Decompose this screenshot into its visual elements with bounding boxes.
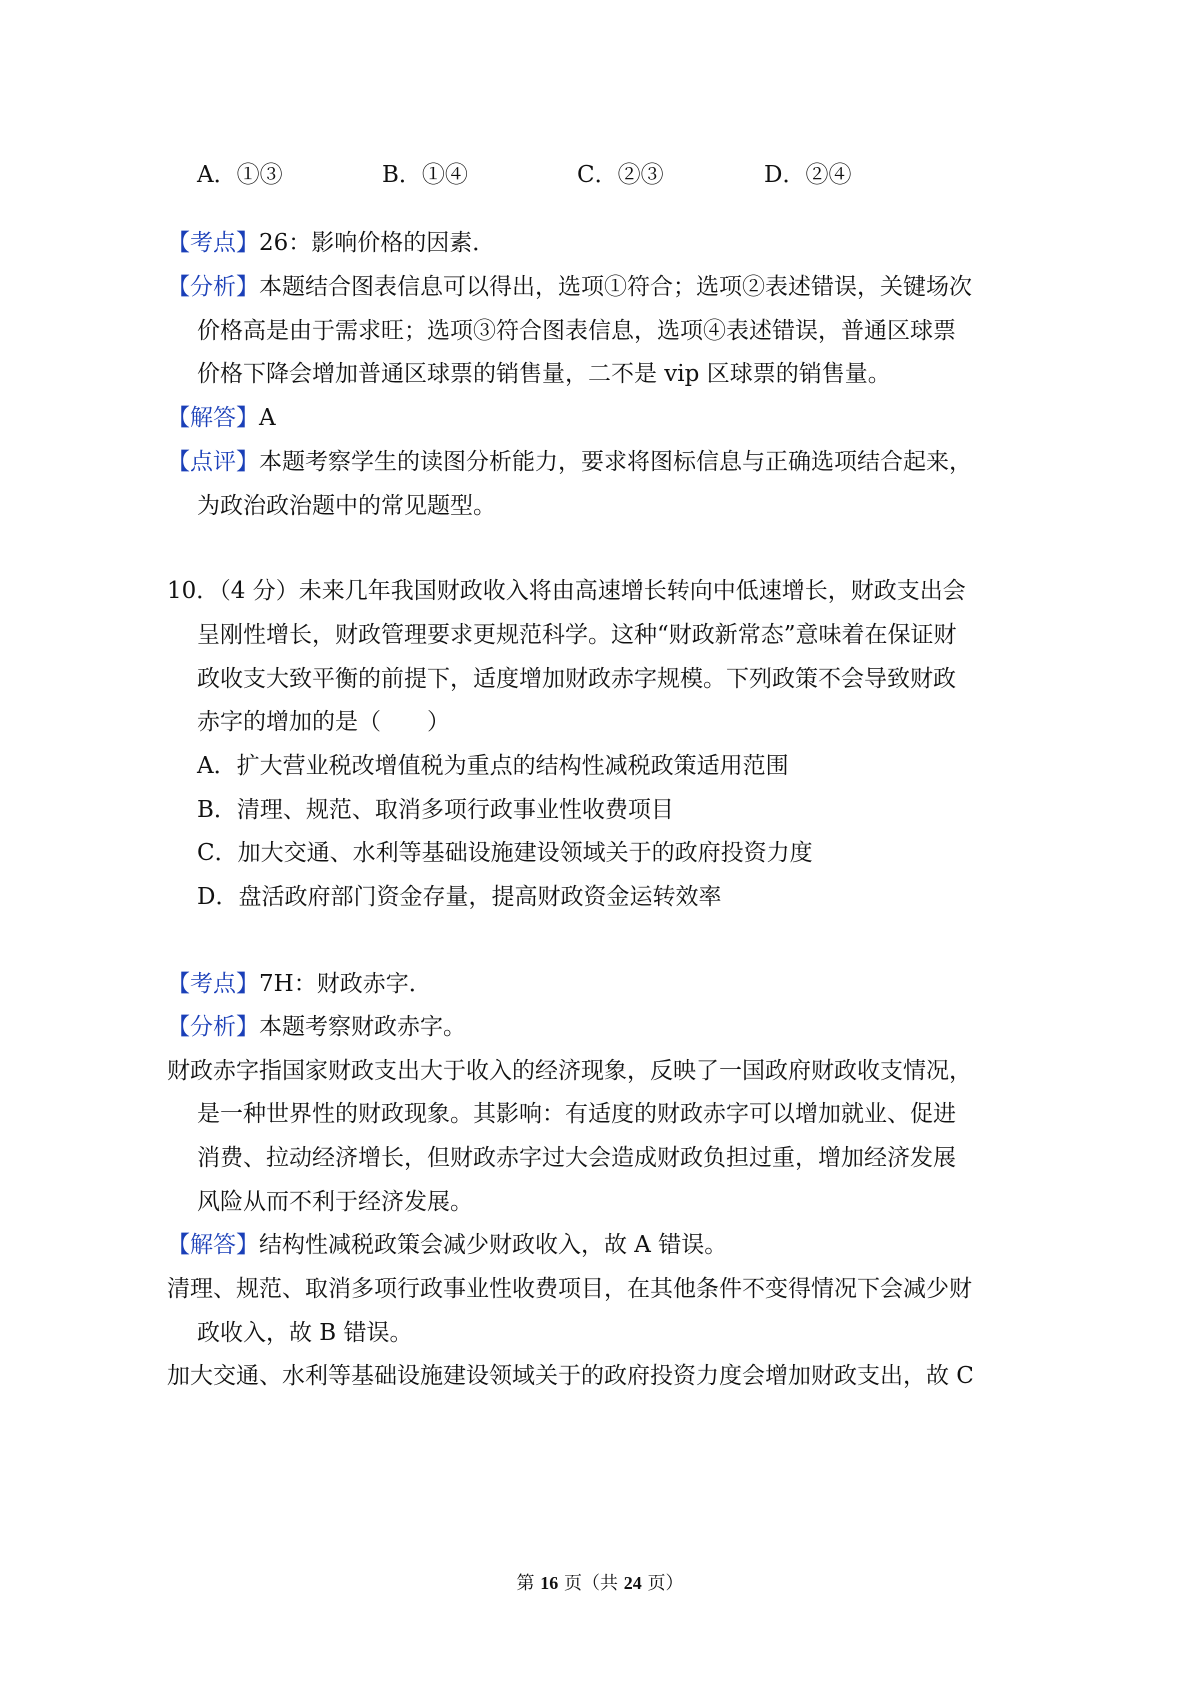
q10-fenxi: 【分析】本题考察财政赤字。 — [167, 1014, 466, 1040]
q10-jieda: 【解答】结构性减税政策会减少财政收入，故 A 错误。 — [167, 1232, 728, 1258]
q10-para-line-1: 财政赤字指国家财政支出大于收入的经济现象，反映了一国政府财政收支情况， — [167, 1058, 972, 1084]
q9-fenxi-line-3: 价格下降会增加普通区球票的销售量，二不是 vip 区球票的销售量。 — [197, 361, 891, 387]
kaodian-tag: 【考点】 — [167, 971, 259, 997]
q10-para-line-3: 消费、拉动经济增长，但财政赤字过大会造成财政负担过重，增加经济发展 — [197, 1145, 956, 1171]
page-footer: 第 16 页（共 24 页） — [516, 1573, 684, 1594]
q10-option-c: C．加大交通、水利等基础设施建设领域关于的政府投资力度 — [197, 840, 813, 866]
q9-jieda: 【解答】A — [167, 405, 276, 431]
q10-para-line-4: 风险从而不利于经济发展。 — [197, 1189, 473, 1215]
jieda-tag: 【解答】 — [167, 1232, 259, 1258]
dianping-tag: 【点评】 — [167, 449, 259, 475]
q9-fenxi-line-2: 价格高是由于需求旺；选项③符合图表信息，选项④表述错误，普通区球票 — [197, 318, 956, 344]
q10-option-b: B．清理、规范、取消多项行政事业性收费项目 — [197, 797, 674, 823]
kaodian-tag: 【考点】 — [167, 230, 259, 256]
q9-dianping-line-2: 为政治政治题中的常见题型。 — [197, 493, 496, 519]
prev-option-a: A．①③ — [197, 162, 283, 188]
fenxi-tag: 【分析】 — [167, 1014, 259, 1040]
q10-stem-line-3: 政收支大致平衡的前提下，适度增加财政赤字规模。下列政策不会导致财政 — [197, 666, 956, 692]
q10-ans-c-line-1: 加大交通、水利等基础设施建设领域关于的政府投资力度会增加财政支出，故 C — [167, 1363, 974, 1389]
q10-stem-line-4: 赤字的增加的是（ ） — [197, 709, 450, 735]
q10-para-line-2: 是一种世界性的财政现象。其影响：有适度的财政赤字可以增加就业、促进 — [197, 1101, 956, 1127]
page-number: 16 — [540, 1573, 559, 1593]
q9-kaodian: 【考点】26：影响价格的因素． — [167, 230, 496, 256]
q10-ans-b-line-2: 政收入，故 B 错误。 — [197, 1320, 413, 1346]
prev-option-b: B．①④ — [382, 162, 468, 188]
q10-option-a: A．扩大营业税改增值税为重点的结构性减税政策适用范围 — [197, 753, 789, 779]
q10-ans-b-line-1: 清理、规范、取消多项行政事业性收费项目，在其他条件不变得情况下会减少财 — [167, 1276, 972, 1302]
q9-fenxi-line-1: 【分析】本题结合图表信息可以得出，选项①符合；选项②表述错误，关键场次 — [167, 274, 972, 300]
q9-dianping-line-1: 【点评】本题考察学生的读图分析能力，要求将图标信息与正确选项结合起来， — [167, 449, 972, 475]
q10-stem-line-2: 呈刚性增长，财政管理要求更规范科学。这种“财政新常态”意味着在保证财 — [197, 622, 957, 648]
prev-option-c: C．②③ — [577, 162, 664, 188]
prev-option-d: D．②④ — [764, 162, 852, 188]
page-total: 24 — [623, 1573, 642, 1593]
fenxi-tag: 【分析】 — [167, 274, 259, 300]
q10-option-d: D．盘活政府部门资金存量，提高财政资金运转效率 — [197, 884, 722, 910]
q10-stem-line-1: 10．（4 分）未来几年我国财政收入将由高速增长转向中低速增长，财政支出会 — [167, 578, 966, 604]
jieda-tag: 【解答】 — [167, 405, 259, 431]
q10-kaodian: 【考点】7H：财政赤字． — [167, 971, 432, 997]
